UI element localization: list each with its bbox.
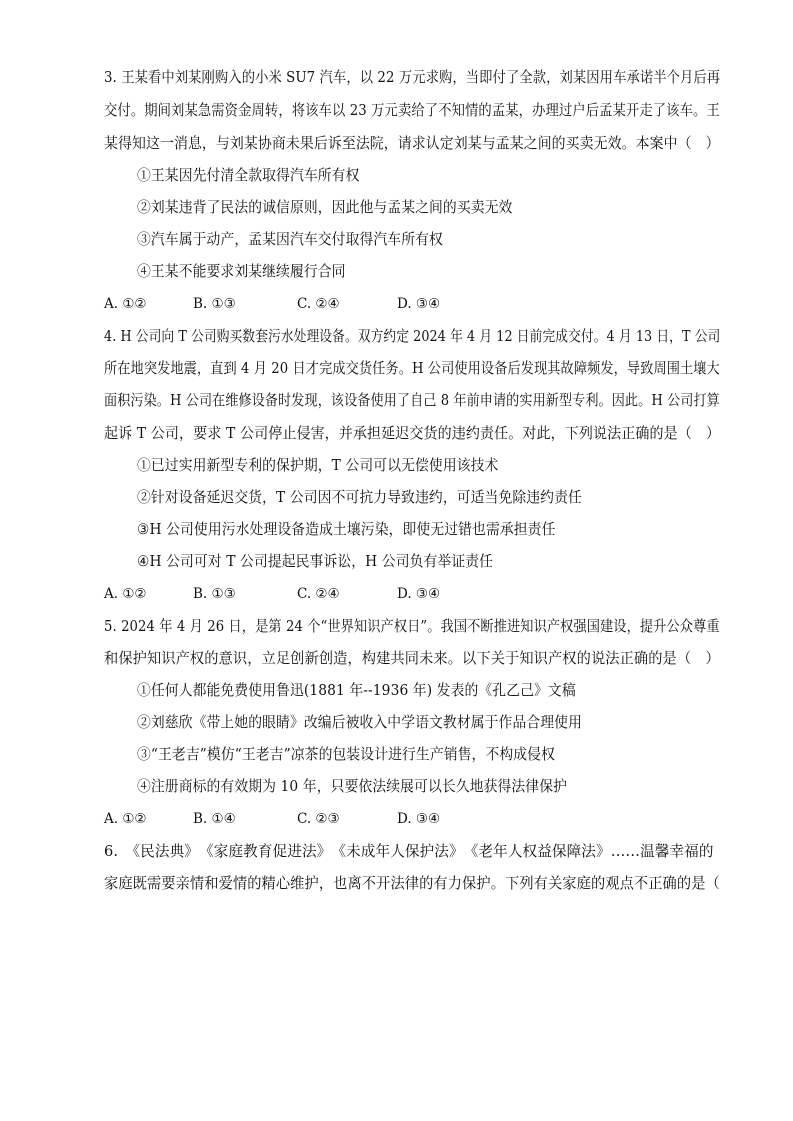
question-stem-line: 和保护知识产权的意识，立足创新创造，构建共同未来。以下关于知识产权的说法正确的是（ ） bbox=[104, 650, 720, 667]
question-stem-line: 起诉 T 公司，要求 T 公司停止侵害，并承担延迟交货的违约责任。对此，下列说法正确的是（ ） bbox=[104, 425, 721, 442]
answer-choice-c[interactable]: C. ②④ bbox=[297, 586, 340, 602]
question-stem-line: 5. 2024 年 4 月 26 日，是第 24 个“世界知识产权日”。我国不断推进知识产权强国建设，提升公众尊重 bbox=[104, 618, 720, 635]
question-stem-line: 交付。期间刘某急需资金周转，将该车以 23 万元卖给了不知情的孟某，办理过户后孟某开走了该车。王 bbox=[104, 102, 720, 119]
answer-choices bbox=[0, 809, 793, 829]
option-3: ③汽车属于动产，孟某因汽车交付取得汽车所有权 bbox=[137, 231, 443, 248]
option-3: ③H 公司使用污水处理设备造成土壤污染，即使无过错也需承担责任 bbox=[137, 521, 556, 538]
question-stem-line: 6. 《民法典》 《家庭教育促进法》 《未成年人保护法》 《老年人权益保障法》……温馨幸福的 bbox=[104, 843, 714, 860]
option-4: ④注册商标的有效期为 10 年，只要依法续展可以长久地获得法律保护 bbox=[137, 778, 568, 795]
answer-choice-c[interactable]: C. ②④ bbox=[297, 296, 340, 312]
answer-choice-b[interactable]: B. ①③ bbox=[193, 296, 236, 312]
answer-choice-c[interactable]: C. ②③ bbox=[297, 811, 340, 827]
question-stem-line: 面积污染。H 公司在维修设备时发现，该设备使用了自己 8 年前申请的实用新型专利。因此。H 公司打算 bbox=[104, 392, 720, 409]
question-stem-line: 某得知这一消息，与刘某协商未果后诉至法院，请求认定刘某与孟某之间的买卖无效。本案中（ ） bbox=[104, 135, 720, 152]
answer-choice-a[interactable]: A. ①② bbox=[104, 296, 147, 312]
option-2: ②刘某违背了民法的诚信原则，因此他与孟某之间的买卖无效 bbox=[137, 199, 513, 216]
option-2: ②刘慈欣《带上她的眼睛》改编后被收入中学语文教材属于作品合理使用 bbox=[137, 714, 583, 731]
answer-choice-a[interactable]: A. ①② bbox=[104, 811, 147, 827]
answer-choices bbox=[0, 584, 793, 604]
answer-choice-d[interactable]: D. ③④ bbox=[397, 811, 441, 827]
answer-choice-d[interactable]: D. ③④ bbox=[397, 586, 441, 602]
option-1: ①任何人都能免费使用鲁迅(1881 年--1936 年) 发表的《孔乙己》文稿 bbox=[137, 682, 576, 699]
option-1: ①已过实用新型专利的保护期，T 公司可以无偿使用该技术 bbox=[137, 457, 499, 474]
answer-choices bbox=[0, 294, 793, 314]
answer-choice-b[interactable]: B. ①③ bbox=[193, 586, 236, 602]
option-4: ④H 公司可对 T 公司提起民事诉讼，H 公司负有举证责任 bbox=[137, 553, 494, 570]
question-stem-line: 4. H 公司向 T 公司购买数套污水处理设备。双方约定 2024 年 4 月 12 日前完成交付。4 月 13 日，T 公司 bbox=[104, 328, 721, 345]
question-stem-line: 家庭既需要亲情和爱情的精心维护，也离不开法律的有力保护。下列有关家庭的观点不正确的是（ bbox=[104, 875, 720, 892]
option-3: ③“王老吉”模仿“王老吉”凉茶的包装设计进行生产销售，不构成侵权 bbox=[137, 746, 555, 763]
option-4: ④王某不能要求刘某继续履行合同 bbox=[137, 263, 346, 280]
answer-choice-b[interactable]: B. ①④ bbox=[193, 811, 236, 827]
question-stem-line: 3. 王某看中刘某刚购入的小米 SU7 汽车，以 22 万元求购，当即付了全款，刘某因用车承诺半个月后再 bbox=[104, 69, 721, 86]
answer-choice-d[interactable]: D. ③④ bbox=[397, 296, 441, 312]
option-1: ①王某因先付清全款取得汽车所有权 bbox=[137, 167, 360, 184]
question-stem-line: 所在地突发地震，直到 4 月 20 日才完成交货任务。H 公司使用设备后发现其故障频发，导致周围土壤大 bbox=[104, 360, 720, 377]
answer-choice-a[interactable]: A. ①② bbox=[104, 586, 147, 602]
option-2: ②针对设备延迟交货，T 公司因不可抗力导致违约，可适当免除违约责任 bbox=[137, 489, 582, 506]
